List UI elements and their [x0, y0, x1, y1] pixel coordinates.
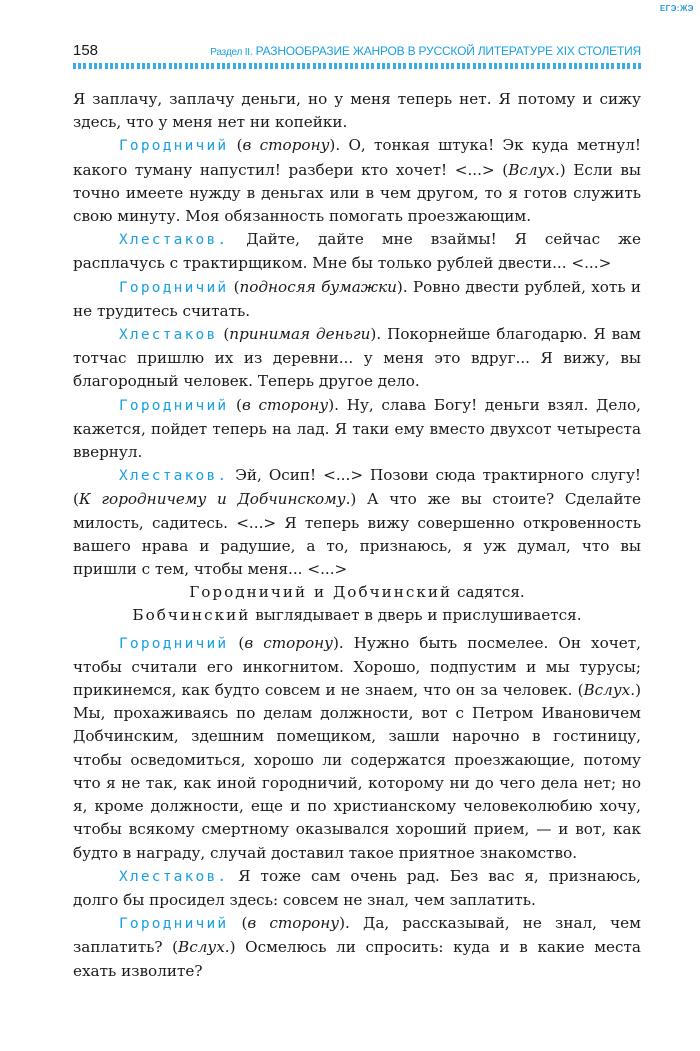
- paragraph-text: . Ровно двести рублей, хоть и не трудитесь считать.: [73, 277, 641, 320]
- paragraph-text: ) А что же вы стоите? Сделайте милость, садитесь. <...> Я теперь вижу совершенно откровенность вашего нрава и радушие, а то, признаюсь, я уж думал, что вы пришли с тем, чтобы меня... <...>: [73, 490, 641, 579]
- page-number: 158: [73, 42, 99, 59]
- paragraph-text: ) Если вы точно имеете нужду в деньгах или в чем другом, то я готов служить свою минуту. Моя обязанность помогать проезжающим.: [73, 160, 641, 226]
- stage-direction-names: Городничий и Добчинский: [189, 583, 453, 602]
- stage-remark: в сторону: [247, 914, 340, 933]
- speaker-name: Городничий: [119, 397, 229, 414]
- stage-direction-names: Бобчинский: [132, 606, 251, 625]
- paragraph-text: . Нужно быть посмелее. Он хочет, чтобы считали его инкогнитом. Хорошо, подпустим и мы турусы; прикинемся, как будто совсем и не знаем, что он за человек. (: [73, 633, 641, 700]
- running-title-text: РАЗНООБРАЗИЕ ЖАНРОВ В РУССКОЙ ЛИТЕРАТУРЕ XIX СТОЛЕТИЯ: [255, 44, 641, 58]
- paragraph: Городничий (в сторону). О, тонкая штука! Эк куда метнул! какого туману напустил! разбери кто хочет! <...> (Вслух.) Если вы точно имеете нужду в деньгах или в чем другом, то я готов служить свою минуту. Моя обязанность помогать проезжающим.: [73, 136, 641, 226]
- stage-remark: подносяя бумажки: [239, 277, 397, 296]
- stage-direction: [73, 581, 641, 604]
- paragraph-text: . Покорнейше благодарю. Я вам тотчас пришлю их из деревни... у меня это вдруг... Я вижу, вы благородный человек. Теперь другое дело.: [73, 325, 641, 391]
- speaker-name: Хлестаков.: [119, 468, 229, 485]
- section-prefix: Раздел II.: [210, 47, 253, 58]
- paragraph: Городничий (в сторону). Да, рассказывай, не знал, чем заплатить? (Вслух.) Осмелюсь ли спросить: куда и в какие места ехать изволите?: [73, 914, 641, 980]
- speaker-name: Городничий: [119, 635, 229, 652]
- paragraph-text: Я тоже сам очень рад. Без вас я, признаюсь, долго бы просидел здесь: совсем не знал, чем заплатить.: [73, 866, 641, 909]
- paragraph-text: Дайте, дайте мне взаймы! Я сейчас же расплачусь с трактирщиком. Мне бы только рублей двести... <...>: [73, 230, 641, 273]
- stage-remark: К городничему и Добчинскому.: [78, 490, 351, 509]
- corner-mark: ЕГЭ:ЖЭ: [659, 4, 694, 13]
- speaker-name: Городничий: [119, 916, 229, 933]
- speaker-name: Хлестаков.: [119, 232, 229, 249]
- paragraph: Городничий (подносяя бумажки). Ровно двести рублей, хоть и не трудитесь считать.: [73, 277, 641, 320]
- paragraph-text: . О, тонкая штука! Эк куда метнул! какого туману напустил! разбери кто хочет! <...> (: [73, 136, 641, 179]
- paragraph: [73, 865, 641, 912]
- paragraph: [73, 464, 641, 581]
- running-title: [210, 44, 641, 58]
- stage-direction-text: выглядывает в дверь и прислушивается.: [250, 606, 582, 625]
- paragraph: [73, 228, 641, 275]
- paragraph-text: Эй, Осип! <...> Позови сюда трактирного слугу! (: [73, 466, 641, 509]
- page-header: [73, 42, 641, 62]
- paragraph-text: . Да, рассказывай, не знал, чем заплатить? (: [73, 914, 641, 957]
- stage-remark: Вслух.: [508, 160, 560, 179]
- stage-remark: Вслух.: [583, 681, 636, 700]
- header-ornament-divider: [73, 63, 641, 69]
- stage-remark: в сторону: [244, 633, 333, 652]
- speaker-name: Хлестаков: [119, 327, 218, 344]
- paragraph: Городничий (в сторону). Нужно быть посмелее. Он хочет, чтобы считали его инкогнитом. Хорошо, подпустим и мы турусы; прикинемся, как будто совсем и не знаем, что он за человек. (Вслух.) Мы, прохаживаясь по делам должности, вот с Петром Ивановичем Добчинским, здешним помещиком, зашли нарочно в гостиницу, чтобы осведомиться, хорошо ли содержатся проезжающие, потому что я не так, как иной городничий, которому ни до чего дела нет; но я, кроме должности, еще и по христианскому человеколюбию хочу, чтобы всякому смертному оказывался хороший прием, — и вот, как будто в награду, случай доставил такое приятное знакомство.: [73, 633, 641, 862]
- speaker-name: Городничий: [119, 279, 229, 296]
- stage-remark: в сторону: [241, 395, 329, 414]
- page-body: [73, 88, 641, 983]
- paragraph: Городничий (в сторону). Ну, слава Богу! деньги взял. Дело, кажется, пойдет теперь на лад. Я таки ему вместо двухсот четыреста ввернул.: [73, 395, 641, 462]
- speaker-name: Хлестаков.: [119, 868, 229, 885]
- paragraph-text: Я заплачу, заплачу деньги, но у меня теперь нет. Я потому и сижу здесь, что у меня нет ни копейки.: [73, 90, 641, 132]
- paragraph-text: ) Осмелюсь ли спросить: куда и в какие места ехать изволите?: [73, 938, 641, 980]
- paragraph-text: . Ну, слава Богу! деньги взял. Дело, кажется, пойдет теперь на лад. Я таки ему вместо двухсот четыреста ввернул.: [73, 395, 641, 462]
- stage-direction: [73, 604, 641, 627]
- paragraph-text: ) Мы, прохаживаясь по делам должности, вот с Петром Ивановичем Добчинским, здешним помещиком, зашли нарочно в гостиницу, чтобы осведомиться, хорошо ли содержатся проезжающие, потому что я не так, как иной городничий, которому ни до чего дела нет; но я, кроме должности, еще и по христианскому человеколюбию хочу, чтобы всякому смертному оказывался хороший прием, — и вот, как будто в награду, случай доставил такое приятное знакомство.: [73, 681, 641, 862]
- stage-remark: в сторону: [242, 136, 330, 155]
- paragraph: [73, 88, 641, 134]
- speaker-name: Городничий: [119, 138, 229, 155]
- stage-direction-text: садятся.: [452, 583, 525, 602]
- stage-remark: Вслух.: [178, 938, 230, 957]
- stage-remark: принимая деньги: [229, 325, 371, 344]
- paragraph: Хлестаков (принимая деньги). Покорнейше благодарю. Я вам тотчас пришлю их из деревни... у меня это вдруг... Я вижу, вы благородный человек. Теперь другое дело.: [73, 325, 641, 391]
